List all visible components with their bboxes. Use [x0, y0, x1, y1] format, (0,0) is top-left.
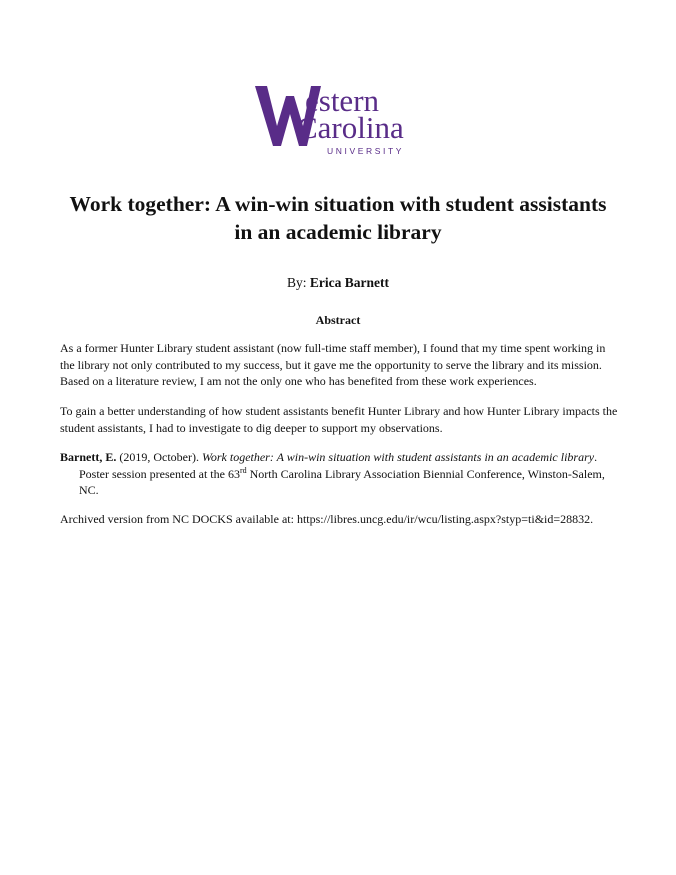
citation-author: Barnett, E.: [60, 450, 117, 464]
citation-work-title: Work together: A win-win situation with student assistants in an academic library: [201, 450, 595, 464]
citation-line-2-suffix: North Carolina Library Association Biennial Conference, Winston-Salem,: [249, 466, 605, 481]
citation-line-3: NC.: [79, 483, 99, 497]
citation-line-2: [60, 466, 620, 483]
author-name: Erica Barnett: [309, 275, 389, 290]
title-line-2: in an academic library: [234, 220, 442, 244]
byline: [0, 274, 676, 292]
byline-prefix: By:: [287, 275, 307, 290]
citation-line-2-prefix: Poster session presented at the 63: [79, 466, 240, 481]
logo-text-arolina: Carolina: [297, 110, 404, 145]
archive-note: Archived version from NC DOCKS available at: https://libres.uncg.edu/ir/wcu/listing.aspx?styp=ti&id=28832.: [60, 512, 594, 526]
logo-text-estern: estern: [305, 83, 380, 118]
abstract-paragraph-2: To gain a better understanding of how student assistants benefit Hunter Library and how Hunter Library impacts the student assistants, I had to investigate to dig deeper to support my observations.: [60, 404, 618, 435]
abstract-paragraph-1: As a former Hunter Library student assistant (now full-time staff member), I found that my time spent working in the library not only contributed to my success, but it gave me the opportunity to serve the library and its mission. Based on a literature review, I am not the only one who has benefited from these work experiences.: [60, 341, 606, 388]
citation: [60, 449, 620, 499]
citation-ordinal-suffix: rd: [239, 465, 247, 475]
logo-text-university: UNIVERSITY: [327, 146, 405, 156]
university-logo: [253, 80, 428, 158]
university-logo-graphic: [253, 80, 428, 158]
document-title: [40, 190, 636, 246]
title-line-1: Work together: A win-win situation with student assistants: [69, 192, 607, 216]
citation-line-1: Barnett, E. (2019, October). Work together: A win-win situation with student assistants in an academic library.: [60, 450, 598, 464]
citation-date: (2019, October).: [119, 450, 199, 464]
abstract-heading: Abstract: [315, 313, 361, 327]
